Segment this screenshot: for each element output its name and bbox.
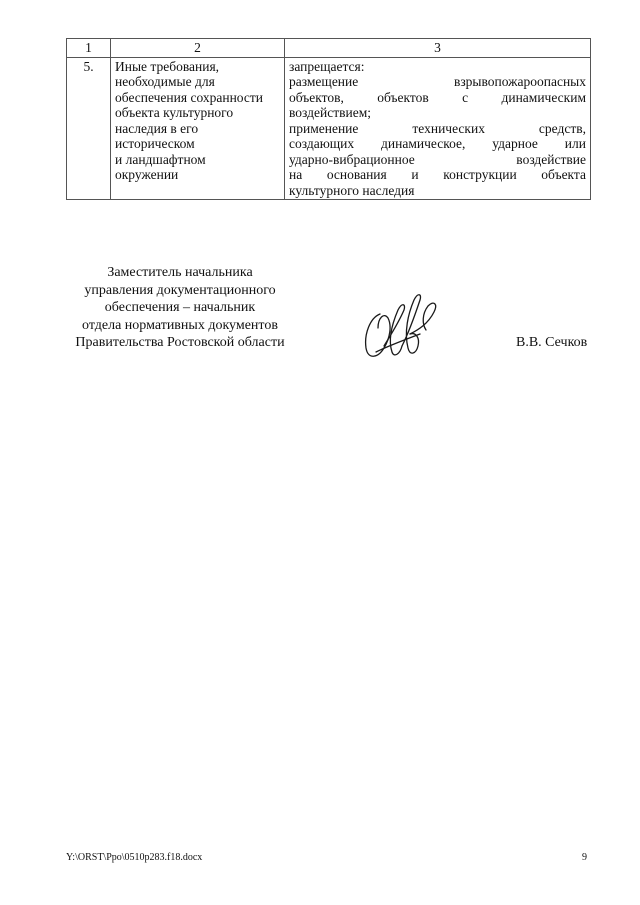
signer-position <box>58 264 302 352</box>
footer-file-path: Y:\ORST\Ppo\0510p283.f18.docx <box>66 852 203 863</box>
restriction-cell <box>285 57 591 200</box>
requirement-line: объекта культурного <box>115 105 234 120</box>
column-header-1: 1 <box>67 39 111 58</box>
restriction-line: размещение взрывопожароопасных <box>289 74 586 89</box>
handwritten-signature <box>358 288 442 368</box>
restriction-line: применение технических средств, <box>289 120 586 136</box>
restriction-line: запрещается: <box>289 58 365 74</box>
requirement-line: историческом <box>115 136 195 151</box>
page-number: 9 <box>582 852 587 863</box>
requirement-cell <box>111 57 285 200</box>
restriction-line: воздействием; <box>289 105 371 120</box>
requirement-line: обеспечения сохранности <box>115 89 264 105</box>
column-header-3: 3 <box>285 39 591 58</box>
column-header-2: 2 <box>111 39 285 58</box>
row-number: 5. <box>67 57 111 200</box>
requirement-line: наследия в его <box>115 120 199 136</box>
requirements-table <box>66 38 591 200</box>
table-header-row <box>67 39 591 58</box>
signer-position-line: Заместитель начальника <box>107 265 253 280</box>
signer-name: В.В. Сечков <box>516 335 588 350</box>
signer-position-line: обеспечения – начальник <box>104 300 256 315</box>
signer-position-line: Правительства Ростовской области <box>75 335 285 350</box>
table-row <box>67 57 591 200</box>
signer-position-line: управления документационного <box>84 282 276 298</box>
requirement-line: и ландшафтном <box>115 151 206 167</box>
restriction-line: на основания и конструкции объекта <box>289 167 586 182</box>
restriction-line: культурного наследия <box>289 182 415 198</box>
requirement-line: Иные требования, <box>115 58 220 74</box>
restriction-line: объектов, объектов с динамическим <box>289 89 586 105</box>
signer-position-line: отдела нормативных документов <box>82 317 278 333</box>
restriction-line: ударно-вибрационное воздействие <box>289 151 586 167</box>
restriction-line: создающих динамическое, ударное или <box>289 136 586 151</box>
requirement-line: необходимые для <box>115 74 215 89</box>
requirement-line: окружении <box>115 167 179 182</box>
